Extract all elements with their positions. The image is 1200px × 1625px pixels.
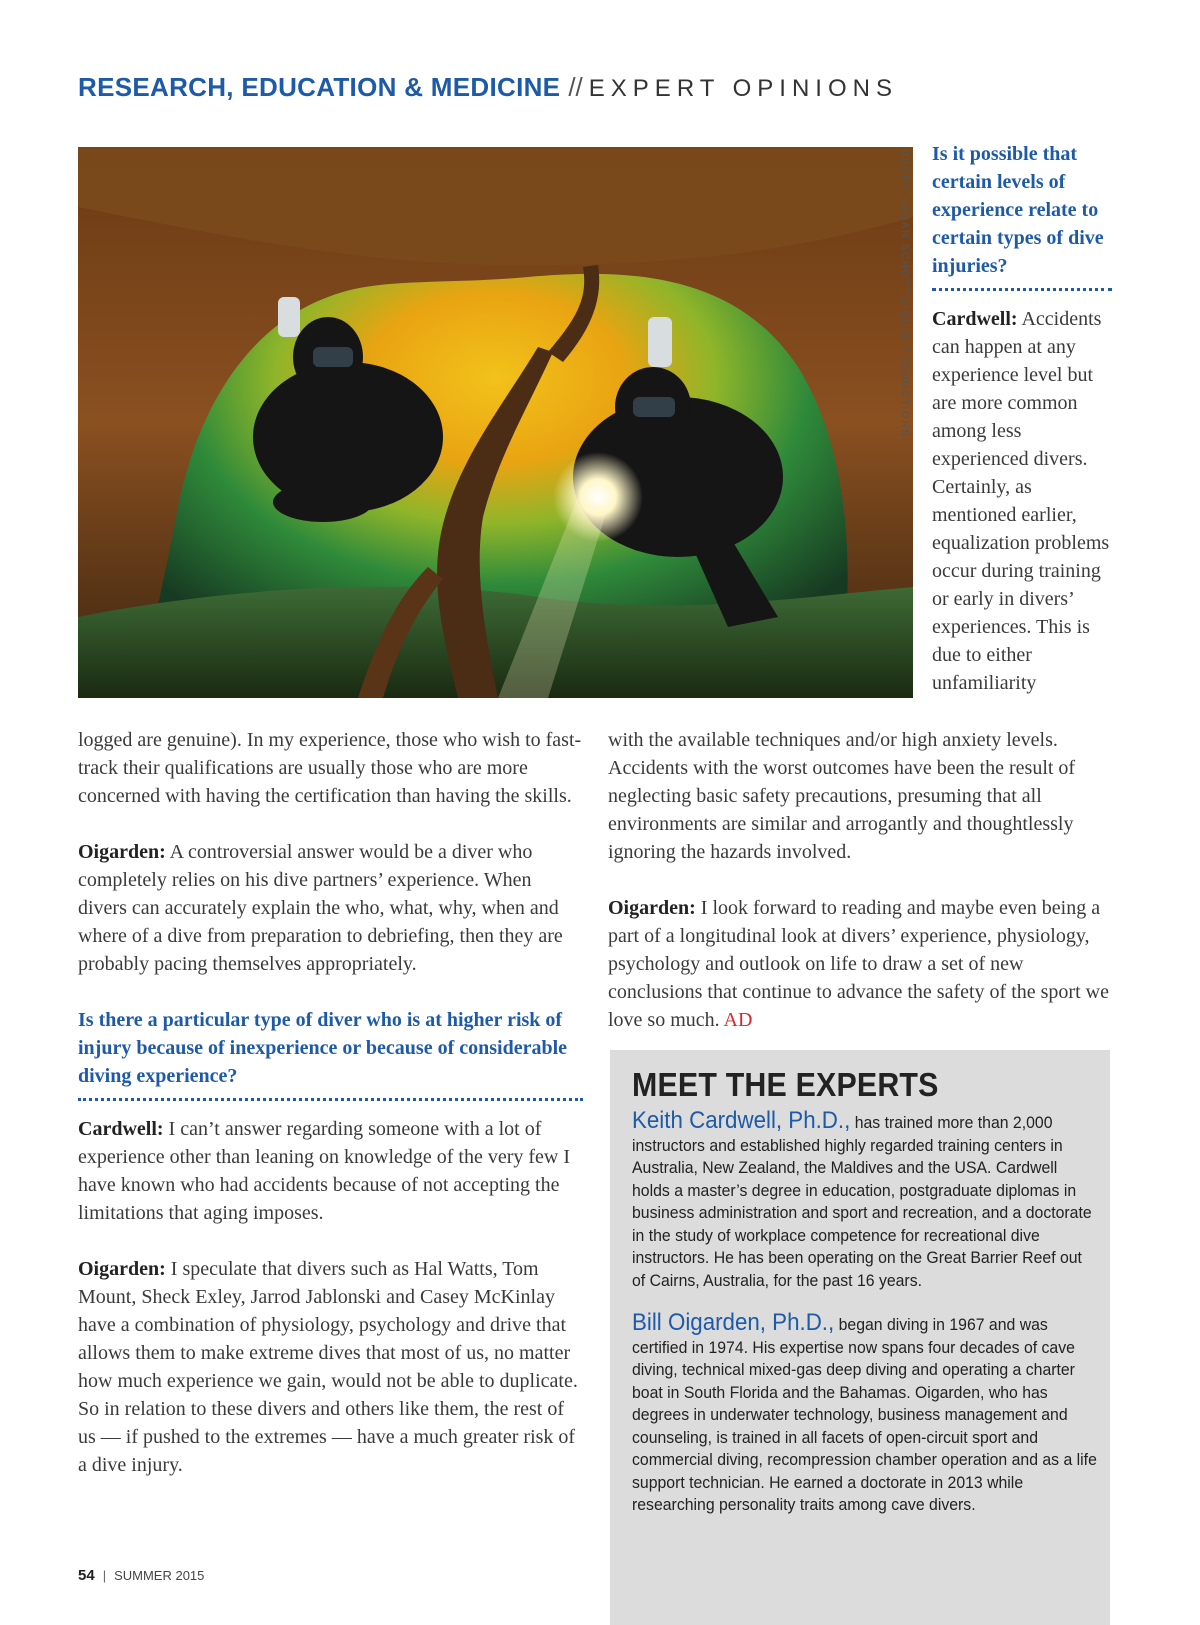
section-title: RESEARCH, EDUCATION & MEDICINE: [78, 72, 561, 102]
question-divider: [932, 288, 1112, 291]
header-separator: //: [568, 72, 583, 102]
expert-name: Keith Cardwell, Ph.D.,: [632, 1107, 851, 1134]
question-divider: [78, 1098, 583, 1101]
paragraph: Cardwell: I can’t answer regarding someone with a lot of experience other than leaning on knowledge of the very few I have known who had accidents because of not accepting the limitations that aging imposes.: [78, 1118, 571, 1224]
expert-bio: Keith Cardwell, Ph.D., has trained more than 2,000 instructors and established highly regarded training centers in Australia, New Zealand, the Maldives and the USA. Cardwell holds a master’s degree in education, postgraduate diplomas in business administration and sport and recreation, and a doctorate in the study of workplace competence for recreational dive instructors. He has been operating on the Great Barrier Reef out of Cairns, Australia, for the past 16 years.: [632, 1107, 1092, 1290]
expert-name: Bill Oigarden, Ph.D.,: [632, 1309, 835, 1336]
meet-the-experts-box: [610, 1050, 1110, 1625]
expert-bio: Bill Oigarden, Ph.D., began diving in 1967 and was certified in 1974. His expertise now spans four decades of cave diving, technical mixed-gas deep diving and operating a charter boat in South Florida and the Bahamas. Oigarden, who has degrees in underwater technology, business management and counseling, is trained in all facets of open-circuit sport and commercial diving, recompression chamber operation and as a life support technician. He earned a doctorate in 2013 while researching personality traits among cave divers.: [632, 1309, 1097, 1514]
paragraph: logged are genuine). In my experience, those who wish to fast-track their qualifications are usually those who are more concerned with having the certification than having the skills.: [78, 729, 582, 807]
issue-label: SUMMER 2015: [114, 1568, 205, 1583]
paragraph: with the available techniques and/or high anxiety levels. Accidents with the worst outcomes have been the result of neglecting basic safety precautions, presuming that all environments are similar and arrogantly and thoughtlessly ignoring the hazards involved.: [608, 729, 1076, 863]
speaker-label: Oigarden:: [78, 1258, 166, 1280]
paragraph: Oigarden: A controversial answer would be a diver who completely relies on his dive partners’ experience. When divers can accurately explain the who, what, why, when and where of a dive from preparation to debriefing, then they are probably pacing themselves appropriately.: [78, 841, 563, 975]
speaker-label: Oigarden:: [608, 897, 696, 919]
paragraph: Oigarden: I speculate that divers such as Hal Watts, Tom Mount, Sheck Exley, Jarrod Jablonski and Casey McKinlay have a combination of physiology, psychology and drive that allows them to make extreme dives that most of us, no matter how much experience we gain, would not be able to duplicate. So in relation to these divers and others like them, the rest of us — if pushed to the extremes — have a much greater risk of a dive injury.: [78, 1258, 578, 1476]
side-question: Is it possible that certain levels of experience relate to certain types of dive injuries?: [932, 143, 1104, 277]
left-column: [78, 726, 583, 1507]
signoff-mark: AD: [723, 1009, 753, 1031]
speaker-label: Cardwell:: [78, 1118, 164, 1140]
cave-divers-photo: [78, 147, 913, 698]
page-number: 54: [78, 1567, 95, 1584]
side-answer: Cardwell: Accidents can happen at any experience level but are more common among less experienced divers. Certainly, as mentioned earlier, equalization problems occur during training or early in divers’ experiences. This is due to either unfamiliarity: [932, 308, 1110, 694]
page-footer: [78, 1567, 204, 1584]
question-heading: Is there a particular type of diver who is at higher risk of injury because of inexperience or because of considerable diving experience?: [78, 1009, 568, 1087]
right-column: [608, 726, 1113, 1062]
photo-credit: BECKY KAGAN SCHOTT/LIQUID PRODUCTIONS: [899, 150, 910, 438]
footer-separator: |: [102, 1568, 107, 1583]
paragraph: Oigarden: I look forward to reading and maybe even being a part of a longitudinal look at divers’ experience, physiology, psychology and outlook on life to draw a set of new conclusions that continue to advance the safety of the sport we love so much. AD: [608, 897, 1109, 1031]
side-column: [932, 140, 1117, 697]
speaker-label: Oigarden:: [78, 841, 166, 863]
experts-title: MEET THE EXPERTS: [632, 1066, 939, 1103]
section-header: [78, 72, 898, 103]
speaker-label: Cardwell:: [932, 308, 1018, 330]
section-subtitle: EXPERT OPINIONS: [588, 75, 898, 102]
